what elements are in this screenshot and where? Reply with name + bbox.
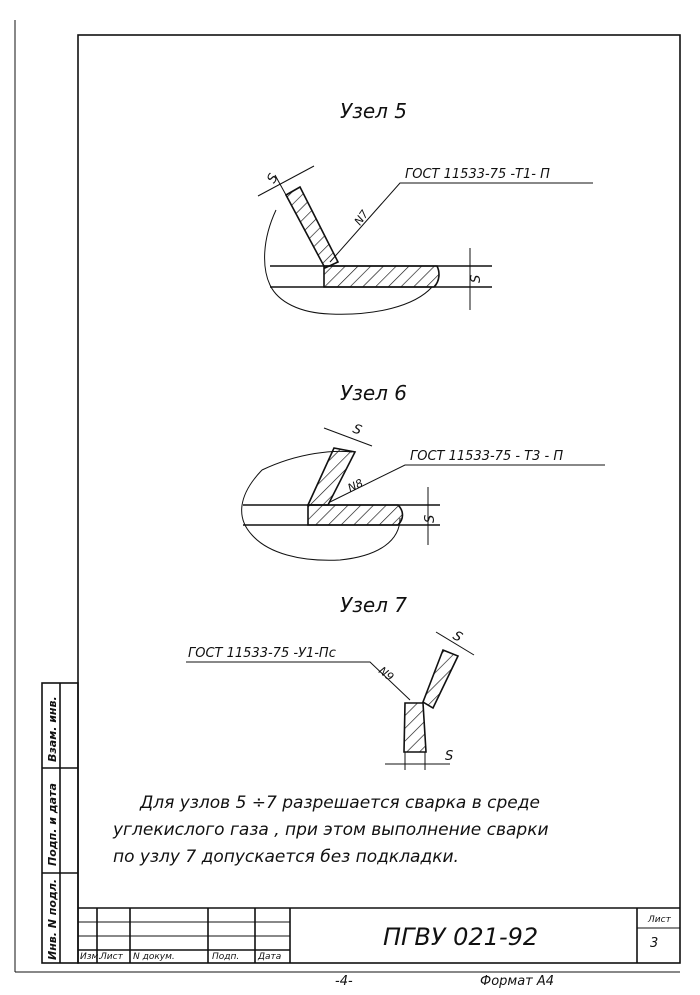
side-stamp xyxy=(42,683,78,963)
sheet-label: Лист xyxy=(648,915,671,925)
format-label: Формат А4 xyxy=(480,974,555,989)
node-5-weld-inclined xyxy=(286,187,338,268)
node-6-gost: ГОСТ 11533-75 - Т3 - П xyxy=(410,449,564,464)
svg-text:Изм.: Изм. xyxy=(80,952,102,962)
node-6-weld-inclined xyxy=(308,448,355,505)
node-6-weld-no: N8 xyxy=(345,476,366,495)
sheet-number: 3 xyxy=(650,936,659,951)
node-7-weld-no: N9 xyxy=(376,664,397,684)
svg-text:Инв. N подл.: Инв. N подл. xyxy=(46,878,59,960)
svg-text:Дата: Дата xyxy=(258,952,282,962)
svg-text:S: S xyxy=(423,514,438,523)
note-line-2: углекислого газа , при этом выполнение сварки xyxy=(113,820,549,840)
svg-text:Взам. инв.: Взам. инв. xyxy=(46,696,59,762)
svg-text:Подп. и дата: Подп. и дата xyxy=(46,783,59,866)
node-7-gost: ГОСТ 11533-75 -У1-Пс xyxy=(188,646,336,661)
node-7-weld-vertical xyxy=(404,703,426,752)
node-5-gost: ГОСТ 11533-75 -Т1- П xyxy=(405,167,550,182)
node-6 xyxy=(242,381,605,560)
node-5-leader xyxy=(330,183,593,262)
document-code: ПГВУ 021-92 xyxy=(383,923,539,951)
note xyxy=(112,793,549,867)
node-6-weld-horizontal xyxy=(308,505,403,525)
node-5 xyxy=(258,99,593,314)
node-6-leader xyxy=(330,465,605,502)
svg-text:S: S xyxy=(450,628,465,646)
node-7-title: Узел 7 xyxy=(340,593,407,617)
note-line-3: по узлу 7 допускается без подкладки. xyxy=(113,847,459,867)
node-5-weld-horizontal xyxy=(324,266,439,287)
svg-text:Лист: Лист xyxy=(100,952,123,962)
svg-text:Подп.: Подп. xyxy=(212,952,240,962)
svg-text:S: S xyxy=(445,749,454,764)
node-6-title: Узел 6 xyxy=(340,381,407,405)
page-number: -4- xyxy=(335,974,353,989)
svg-text:S: S xyxy=(264,171,282,186)
note-line-1: Для узлов 5 ÷7 разрешается сварка в среде xyxy=(140,793,540,813)
title-block xyxy=(78,908,680,963)
node-7-leader xyxy=(186,662,410,700)
node-7 xyxy=(186,593,474,770)
svg-text:N докум.: N докум. xyxy=(133,952,175,962)
node-5-weld-no: N7 xyxy=(351,207,372,228)
node-5-title: Узел 5 xyxy=(340,99,407,123)
svg-text:S: S xyxy=(350,421,364,439)
node-5-break-outline xyxy=(265,207,432,314)
svg-text:S: S xyxy=(469,274,484,283)
node-7-weld-inclined xyxy=(423,650,458,708)
